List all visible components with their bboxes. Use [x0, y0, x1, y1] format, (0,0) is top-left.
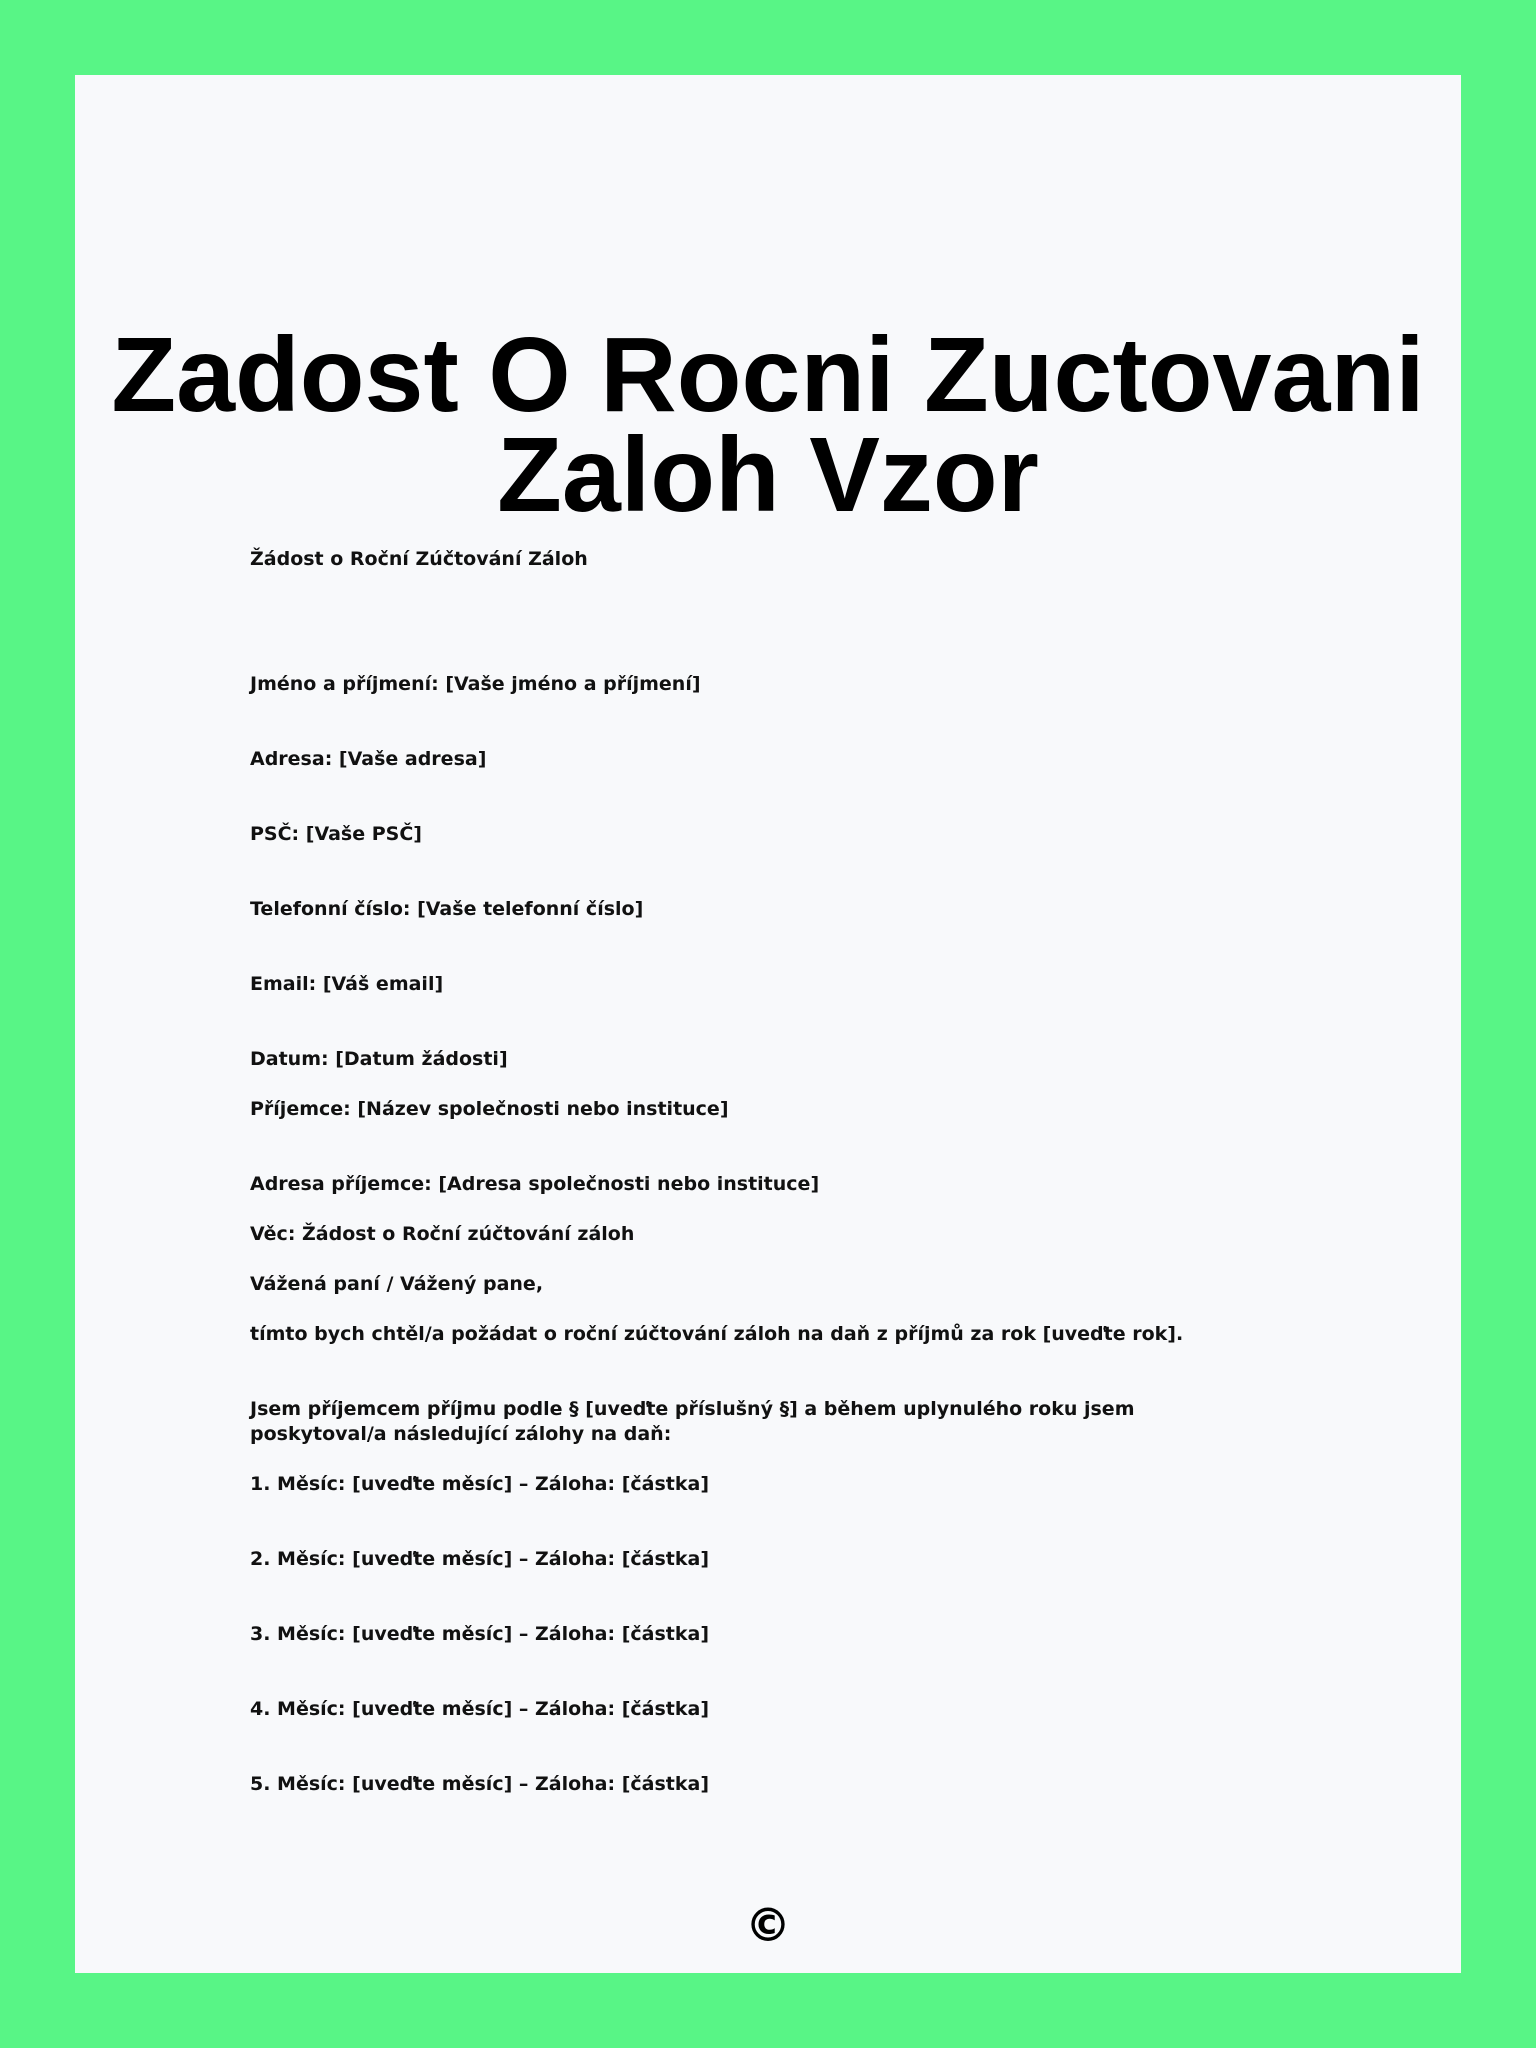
copyright-symbol: ©: [745, 1898, 791, 1952]
document-page: [75, 75, 1461, 1973]
request-paragraph: tímto bych chtěl/a požádat o roční zúčtování záloh na daň z příjmů za rok [uveďte rok].: [250, 1323, 1184, 1345]
statement-paragraph: Jsem příjemcem příjmu podle § [uveďte příslušný §] a během uplynulého roku jsem poskytoval/a následující zálohy na daň:: [250, 1398, 1135, 1445]
email-line: Email: [Váš email]: [250, 973, 444, 995]
address-line: Adresa: [Vaše adresa]: [250, 748, 487, 770]
document-title: Zadost O Rocni Zuctovani Zaloh Vzor: [111, 316, 1425, 534]
advance-item-1: 1. Měsíc: [uveďte měsíc] – Záloha: [částka]: [250, 1473, 710, 1495]
phone-line: Telefonní číslo: [Vaše telefonní číslo]: [250, 898, 644, 920]
date-line: Datum: [Datum žádosti]: [250, 1048, 508, 1070]
advance-item-4: 4. Měsíc: [uveďte měsíc] – Záloha: [částka]: [250, 1698, 710, 1720]
name-line: Jméno a příjmení: [Vaše jméno a příjmení]: [250, 673, 701, 695]
advance-item-3: 3. Měsíc: [uveďte měsíc] – Záloha: [částka]: [250, 1623, 710, 1645]
zip-line: PSČ: [Vaše PSČ]: [250, 823, 422, 845]
recipient-line: Příjemce: [Název společnosti nebo instituce]: [250, 1098, 729, 1120]
advance-item-2: 2. Měsíc: [uveďte měsíc] – Záloha: [částka]: [250, 1548, 710, 1570]
recipient-address-line: Adresa příjemce: [Adresa společnosti nebo instituce]: [250, 1173, 820, 1195]
letter-heading: Žádost o Roční Zúčtování Záloh: [250, 548, 588, 570]
greeting-line: Vážená paní / Vážený pane,: [250, 1273, 544, 1295]
subject-line: Věc: Žádost o Roční zúčtování záloh: [250, 1223, 635, 1245]
advance-item-5: 5. Měsíc: [uveďte měsíc] – Záloha: [částka]: [250, 1773, 710, 1795]
